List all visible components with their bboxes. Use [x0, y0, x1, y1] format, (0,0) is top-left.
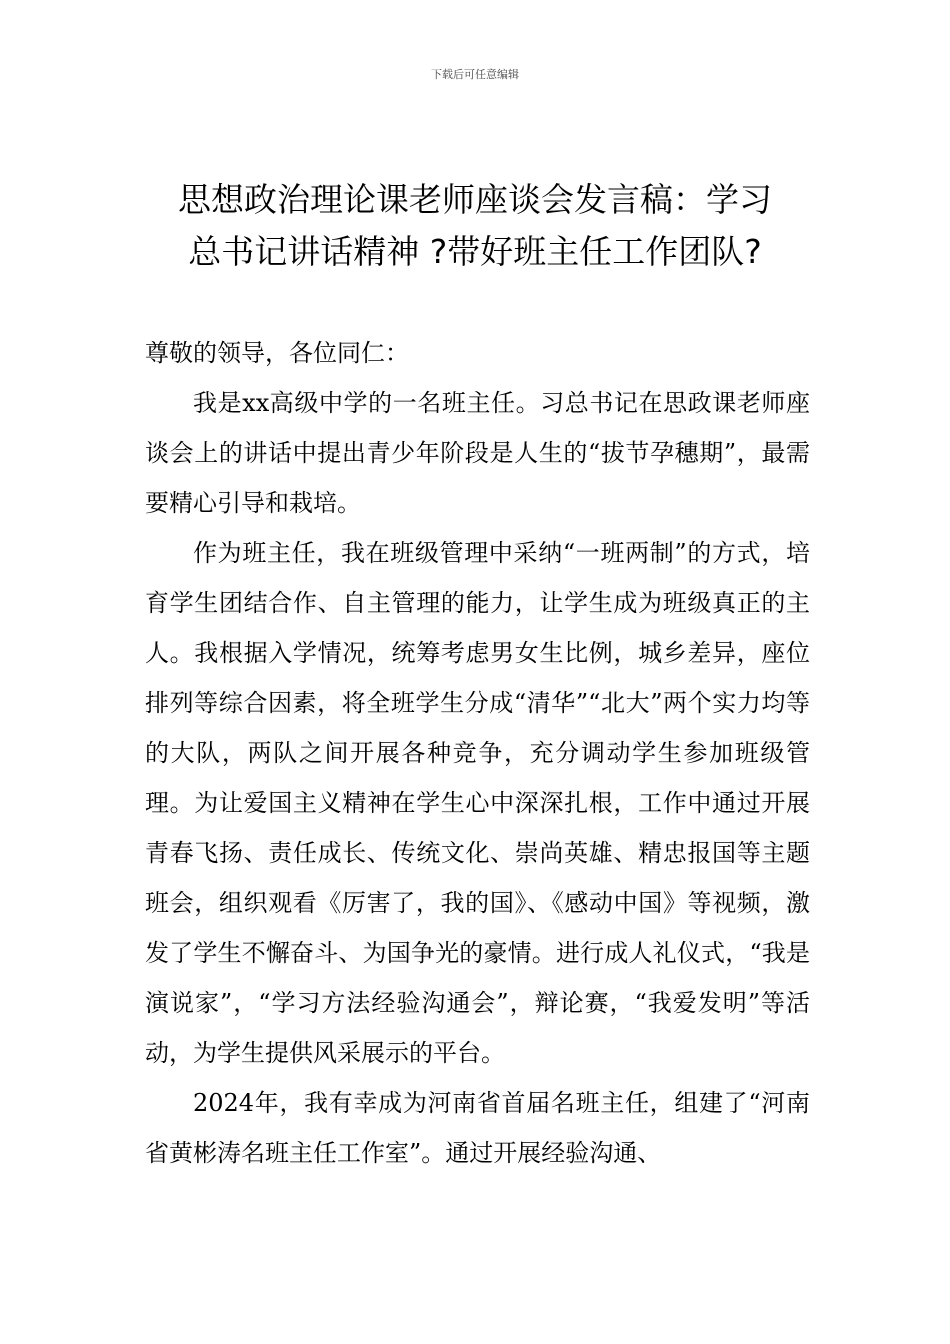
salutation: 尊敬的领导，各位同仁： — [145, 339, 409, 367]
title-line-2: 总书记讲话精神 ?带好班主任工作团队? — [188, 232, 762, 271]
document-title — [120, 174, 830, 278]
header-note: 下载后可任意编辑 — [431, 68, 519, 81]
title-line-1: 思想政治理论课老师座谈会发言稿：学习 — [178, 180, 772, 219]
paragraph-3: 2024年，我有幸成为河南省首届名班主任，组建了“河南省黄彬涛名班主任工作室”。通过开展经验沟通、 — [145, 1089, 810, 1167]
document-body — [145, 328, 810, 1178]
paragraph-1: 我是xx高级中学的一名班主任。习总书记在思政课老师座谈会上的讲话中提出青少年阶段是人生的“拔节孕穗期”，最需要精心引导和栽培。 — [145, 389, 810, 517]
paragraph-2: 作为班主任，我在班级管理中采纳“一班两制”的方式，培育学生团结合作、自主管理的能力，让学生成为班级真正的主人。我根据入学情况，统筹考虑男女生比例，城乡差异，座位排列等综合因素，将全班学生分成“清华”“北大”两个实力均等的大队，两队之间开展各种竞争，充分调动学生参加班级管理。为让爱国主义精神在学生心中深深扎根，工作中通过开展青春飞扬、责任成长、传统文化、崇尚英雄、精忠报国等主题班会，组织观看《厉害了，我的国》、《感动中国》等视频，激发了学生不懈奋斗、为国争光的豪情。进行成人礼仪式，“我是演说家”，“学习方法经验沟通会”，辩论赛，“我爱发明”等活动，为学生提供风采展示的平台。 — [145, 539, 810, 1067]
